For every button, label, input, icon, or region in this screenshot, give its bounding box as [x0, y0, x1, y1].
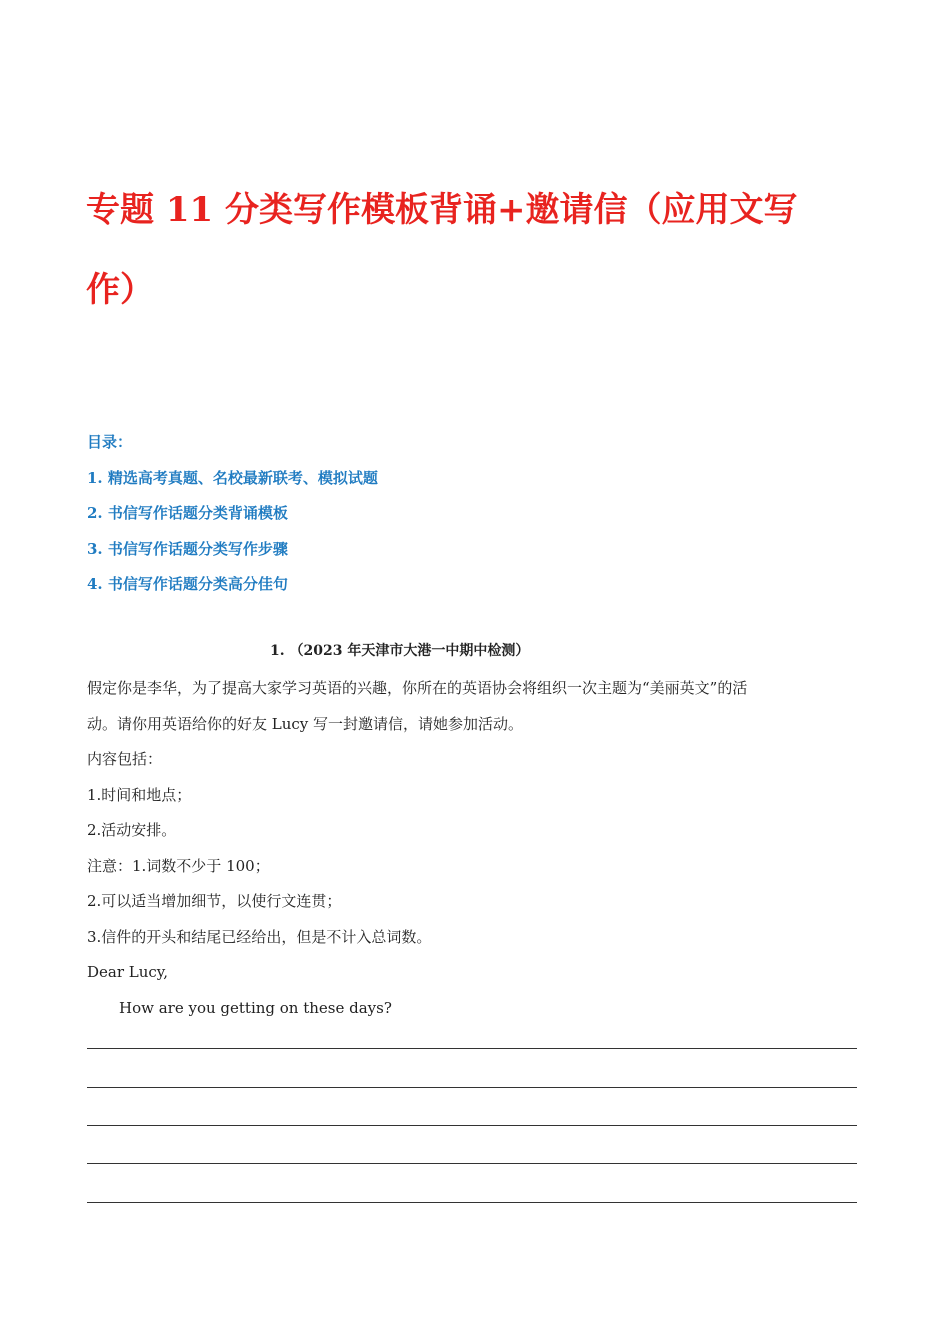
title-line-1: 专题 11 分类写作模板背诵+邀请信（应用文写 [86, 190, 798, 230]
content-item: 2.活动安排。 [87, 821, 177, 839]
table-of-contents [87, 425, 847, 603]
question-heading [270, 640, 529, 660]
letter-salutation: Dear Lucy, [87, 963, 169, 981]
prompt-line: 假定你是李华，为了提高大家学习英语的兴趣，你所在的英语协会将组织一次主题为“美丽英文”的活 [87, 679, 748, 697]
answer-line[interactable] [87, 1202, 857, 1203]
answer-line[interactable] [87, 1125, 857, 1126]
question-body [87, 671, 857, 1026]
toc-item: 1. 精选高考真题、名校最新联考、模拟试题 [87, 468, 378, 487]
toc-item: 4. 书信写作话题分类高分佳句 [87, 575, 288, 593]
note-item: 注意：1.词数不少于 100； [87, 856, 270, 875]
letter-opening: How are you getting on these days? [119, 998, 392, 1017]
toc-heading: 目录： [87, 433, 133, 451]
question-source: （2023 年天津市大港一中期中检测） [289, 643, 530, 659]
note-item: 2.可以适当增加细节，以使行文连贯； [87, 892, 342, 910]
prompt-line: 动。请你用英语给你的好友 Lucy 写一封邀请信，请她参加活动。 [87, 714, 524, 733]
answer-line[interactable] [87, 1163, 857, 1164]
toc-item: 3. 书信写作话题分类写作步骤 [87, 539, 288, 558]
question-number: 1. [270, 643, 285, 659]
answer-line[interactable] [87, 1048, 857, 1049]
toc-item: 2. 书信写作话题分类背诵模板 [87, 504, 288, 522]
answer-line[interactable] [87, 1087, 857, 1088]
page-title [86, 170, 846, 330]
title-line-2: 作） [86, 270, 154, 310]
content-item: 1.时间和地点； [87, 785, 192, 804]
content-label: 内容包括： [87, 750, 163, 768]
note-item: 3.信件的开头和结尾已经给出，但是不计入总词数。 [87, 927, 432, 946]
